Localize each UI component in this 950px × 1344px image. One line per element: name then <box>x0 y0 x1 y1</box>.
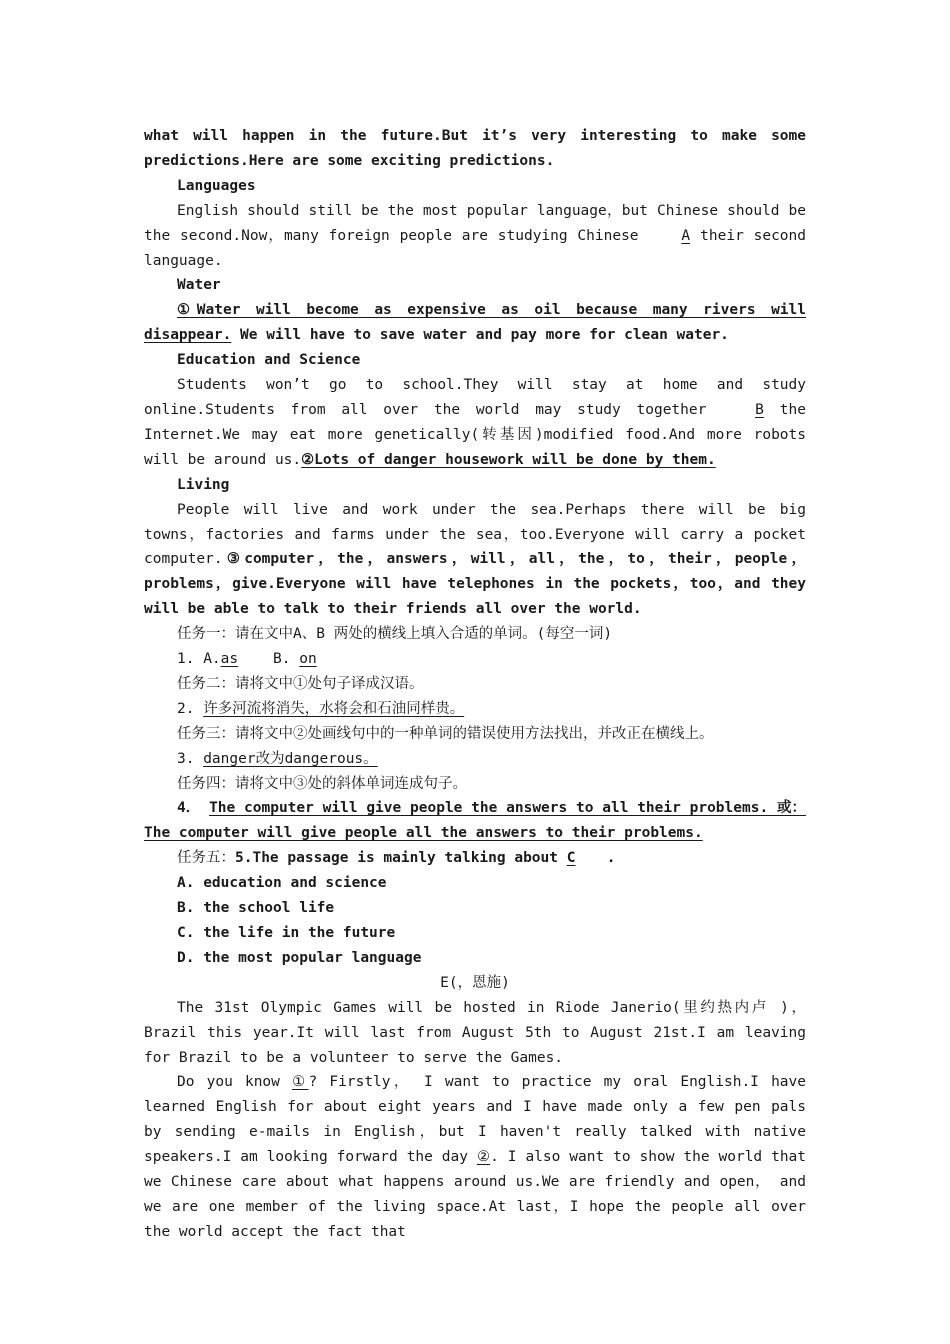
answer-one <box>144 647 806 672</box>
blank-marker-one: ① <box>292 1074 309 1091</box>
answer-two-text: 许多河流将消失，水将会和石油同样贵。 <box>203 700 465 717</box>
option-c: C. the life in the future <box>177 925 396 941</box>
passage-e-paragraph-two <box>144 1070 806 1244</box>
passage-e-text-a: Do you know <box>177 1074 293 1091</box>
answer-three-label: 3. <box>177 750 204 767</box>
heading-languages: Languages <box>177 177 256 194</box>
answer-three <box>144 747 806 772</box>
option-b: B. the school life <box>177 900 335 917</box>
living-text-plain: People will live and work under the sea.Perhaps there will be big towns，factories and farms under the sea，too.Everyone will carry a pocket computer. <box>144 501 806 568</box>
answer-four-text: The computer will give people the answers to all their problems. 或：The computer will give people all the answers to their problems. <box>144 800 806 842</box>
languages-text-before: English should still be the most popular language，but Chinese should be the second.Now，many foreign people are studying Chinese <box>144 202 806 244</box>
education-text-before: Students won’t go to school.They will stay at home and study online.Students from all over the world may study together <box>144 377 806 418</box>
answer-four-label: 4． <box>177 800 210 817</box>
task-four: 任务四：请将文中③处的斜体单词连成句子。 <box>177 775 467 792</box>
answer-one-label-b: B. <box>273 651 300 668</box>
water-paragraph <box>144 298 806 348</box>
task-three: 任务三：请将文中②处画线句中的一种单词的错误使用方法找出，并改正在横线上。 <box>177 725 714 742</box>
option-d: D. the most popular language <box>177 949 422 966</box>
answer-two <box>144 697 806 722</box>
passage-e-text-b: ? Firstly， I want to practice my oral English.I have learned English for about eight years and I have made only a few pen pals by sending e-mails in English，but I haven't really talked with native speakers.I am looking forward the day <box>144 1074 806 1166</box>
task-two: 任务二：请将文中①处句子译成汉语。 <box>177 675 424 692</box>
task-five <box>144 846 806 871</box>
passage-e-text-c: . I also want to show the world that we Chinese care about what happens around us.We are friendly and open， and we are one member of the living space.At last，I hope the people all over the world accept the fact that <box>144 1149 807 1240</box>
task-one: 任务一：请在文中A、B 两处的横线上填入合适的单词。(每空一词) <box>177 626 613 643</box>
document-page <box>144 124 806 1245</box>
answer-two-label: 2. <box>177 700 204 717</box>
option-a: A. education and science <box>177 875 387 892</box>
languages-text-after: their second language. <box>144 227 806 269</box>
answer-one-a: as <box>220 651 239 668</box>
living-text-bold: ③computer，the，answers，will，all，the，to，their，people，problems，give.Everyone will have telephones in the pockets，too，and they will be able to talk to their friends all over the world. <box>144 551 806 618</box>
answer-four <box>144 796 806 846</box>
blank-marker-two: ② <box>476 1149 491 1166</box>
passage-e-paragraph-one: The 31st Olympic Games will be hosted in Riode Janerio(里约热内卢 )，Brazil this year.It will last from August 5th to August 21st.I am leaving for Brazil to be a volunteer to serve the Games. <box>144 999 806 1066</box>
blank-a: A <box>681 227 691 244</box>
education-paragraph <box>144 373 806 473</box>
water-underlined-sentence: ①Water will become as expensive as oil because many rivers will disappear. <box>144 302 806 344</box>
answer-one-label-a: 1. A. <box>177 651 221 668</box>
intro-paragraph: what will happen in the future.But it’s very interesting to make some predictions.Here are some exciting predictions. <box>144 128 806 169</box>
living-paragraph <box>144 498 806 623</box>
passage-e-heading: E(，恩施) <box>440 974 510 991</box>
water-text-rest: We will have to save water and pay more for clean water. <box>240 327 729 344</box>
languages-paragraph <box>144 199 806 274</box>
task-five-answer: C <box>566 850 576 867</box>
education-underlined-sentence: ②Lots of danger housework will be done by them. <box>301 451 716 468</box>
task-five-question: 5.The passage is mainly talking about <box>235 850 567 867</box>
heading-education: Education and Science <box>177 352 361 369</box>
answer-one-b: on <box>299 651 317 668</box>
task-five-end: . <box>606 850 616 867</box>
blank-b: B <box>755 401 764 418</box>
education-text-after: the Internet.We may eat more genetically(转基因)modified food.And more robots will be around us. <box>144 401 806 468</box>
heading-living: Living <box>177 476 230 493</box>
answer-three-text: danger改为dangerous。 <box>203 750 378 767</box>
heading-water: Water <box>177 277 221 294</box>
task-five-prefix: 任务五： <box>177 850 235 867</box>
